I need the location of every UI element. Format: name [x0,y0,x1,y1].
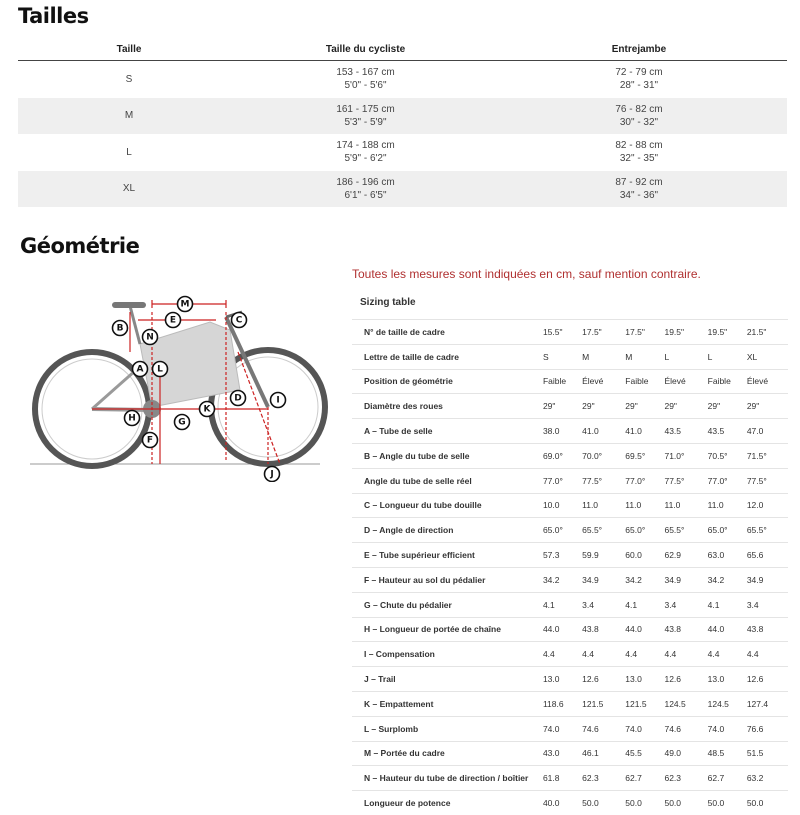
diagram-label-a [133,362,148,377]
rider-height-cm: 174 - 188 cm [336,140,395,152]
geometry-label: B – Angle du tube de selle [364,450,470,461]
geometry-value: 43.8 [746,624,764,635]
geometry-value: 65.0° [542,525,563,536]
geometry-row [352,369,788,394]
rider-height-ft: 5'3" - 5'9" [344,116,387,128]
geometry-value: 50.0 [746,798,764,809]
geometry-value: 29" [746,401,760,412]
geometry-value: 70.5° [707,450,728,461]
geometry-value: 71.0° [664,450,685,461]
geometry-value: 4.4 [664,649,677,660]
geometry-row [352,493,788,518]
geometry-value: Faible [542,376,567,387]
geometry-value: 12.6 [582,674,599,685]
inseam-cm: 87 - 92 cm [615,176,663,188]
geometry-value: 47.0 [746,426,764,437]
rider-height-cm: 153 - 167 cm [336,67,395,79]
geometry-value: 69.5° [625,450,646,461]
header-rider-height: Taille du cycliste [325,43,406,55]
rider-height-cell [240,103,491,129]
geometry-row [352,666,788,691]
geometry-label: Longueur de potence [364,798,451,809]
geometry-value: 3.4 [664,599,677,610]
geometry-value: 124.5 [707,698,729,709]
diagram-label-i [271,393,286,408]
geometry-value: 34.2 [625,574,642,585]
inseam-cm: 72 - 79 cm [615,67,663,79]
geometry-value: 4.4 [746,649,759,660]
geometry-row [352,617,788,642]
geometry-row [352,517,788,542]
geometry-value: 44.0 [707,624,725,635]
geometry-value: 34.2 [542,574,560,585]
geometry-value: 34.9 [664,574,682,585]
geometry-value: 74.0 [542,723,560,734]
geometry-value: 62.7 [707,773,725,784]
geometry-value: 121.5 [625,698,647,709]
geometry-value: 51.5 [746,748,764,759]
geometry-value: 62.7 [625,773,642,784]
geometry-value: 74.0 [625,723,642,734]
diagram-label-g [175,415,190,430]
geometry-value: 59.9 [582,550,599,561]
svg-text:L: L [157,364,163,375]
geometry-value: 65.5° [664,525,685,536]
geometry-value: 65.5° [746,525,767,536]
geometry-value: 69.0° [542,450,563,461]
rider-height-cell [240,139,491,165]
geometry-value: 71.5° [746,450,767,461]
geometry-value: 77.0° [542,475,563,486]
diagram-label-c [232,313,247,328]
geometry-label: Position de géométrie [364,376,453,387]
geometry-value: 46.1 [582,748,599,759]
geometry-value: 13.0 [707,674,725,685]
svg-text:I: I [276,395,280,406]
geometry-label: K – Empattement [364,698,434,709]
geometry-value: 77.0° [707,475,728,486]
size-cell: L [126,146,132,158]
inseam-in: 28" - 31" [619,80,659,92]
rider-height-cell [240,66,491,92]
geometry-label: D – Angle de direction [364,525,454,536]
geometry-label: F – Hauteur au sol du pédalier [364,574,486,585]
geometry-value: 63.0 [707,550,725,561]
svg-text:J: J [270,469,274,480]
geometry-label: I – Compensation [364,649,435,660]
geometry-value: 77.5° [746,475,767,486]
geometry-value: 43.8 [664,624,682,635]
svg-text:F: F [146,435,154,446]
inseam-cell [491,139,787,165]
geometry-value: XL [746,351,758,362]
svg-text:H: H [128,413,136,424]
inseam-cell [491,176,787,202]
geometry-label: L – Surplomb [364,723,419,734]
geometry-table [352,319,788,815]
geometry-value: 50.0 [625,798,642,809]
geometry-value: 70.0° [582,450,603,461]
svg-text:A: A [136,364,144,375]
inseam-cm: 76 - 82 cm [615,103,663,115]
geometry-value: 12.6 [664,674,682,685]
size-row [18,134,787,171]
header-inseam: Entrejambe [611,43,667,55]
diagram-label-l [153,362,168,377]
geometry-value: 76.6 [746,723,764,734]
geometry-label: G – Chute du pédalier [364,599,452,610]
geometry-value: 43.8 [582,624,599,635]
diagram-label-f [143,433,158,448]
svg-text:C: C [235,315,243,326]
geometry-value: 11.0 [664,500,681,511]
geometry-value: 65.5° [582,525,603,536]
geometry-value: 77.5° [582,475,603,486]
geometry-value: Élevé [664,376,686,387]
geometry-label: N – Hauteur du tube de direction / boîtier [364,773,529,784]
inseam-in: 30" - 32" [619,116,659,128]
geometry-value: 62.3 [582,773,599,784]
geometry-value: 19.5" [707,326,728,337]
diagram-label-m [178,297,193,312]
geometry-value: 13.0 [542,674,560,685]
geometry-value: Élevé [582,376,604,387]
geometry-value: 50.0 [582,798,599,809]
geometry-value: 45.5 [625,748,642,759]
geometry-row [352,418,788,443]
geometry-value: 13.0 [625,674,642,685]
geometry-value: 4.4 [542,649,555,660]
geometry-value: 77.0° [625,475,646,486]
geometry-value: 57.3 [542,550,560,561]
geometry-value: 15.5" [542,326,563,337]
geometry-value: Élevé [746,376,769,387]
diagram-label-d [231,391,246,406]
sizes-heading: Tailles [18,4,89,28]
geometry-value: 4.4 [582,649,594,660]
inseam-in: 34" - 36" [619,189,659,201]
geometry-value: 4.4 [707,649,720,660]
geometry-value: 121.5 [582,698,604,709]
geometry-value: 34.9 [746,574,764,585]
geometry-row [352,468,788,493]
geometry-value: 74.6 [582,723,599,734]
geometry-value: S [542,351,549,362]
geometry-value: 3.4 [746,599,759,610]
rider-height-ft: 6'1" - 6'5" [344,189,387,201]
inseam-in: 32" - 35" [619,153,659,165]
geometry-value: 41.0 [582,426,599,437]
diagram-label-j [265,467,280,482]
geometry-value: 49.0 [664,748,682,759]
geometry-value: 62.3 [664,773,682,784]
svg-text:G: G [178,417,186,428]
svg-text:K: K [203,404,211,415]
geometry-value: 11.0 [625,500,642,511]
geometry-value: 62.9 [664,550,682,561]
geometry-value: 4.1 [542,599,555,610]
diagram-label-k [200,402,215,417]
size-row [18,61,787,98]
geometry-value: 12.0 [746,500,764,511]
geometry-value: L [664,351,670,362]
geometry-row [352,790,788,815]
rider-height-cm: 186 - 196 cm [336,176,395,188]
geometry-row [352,542,788,567]
geometry-value: 50.0 [707,798,725,809]
bike-geometry-diagram [30,292,330,482]
geometry-value: 77.5° [664,475,685,486]
geometry-value: 34.9 [582,574,599,585]
geometry-row [352,344,788,369]
geometry-label: M – Portée du cadre [364,748,445,759]
diagram-label-e [166,313,181,328]
geometry-row [352,641,788,666]
geometry-value: 50.0 [664,798,682,809]
geometry-value: 29" [582,401,595,412]
geometry-value: 44.0 [542,624,560,635]
geometry-value: 29" [542,401,556,412]
header-size: Taille [116,43,142,55]
geometry-value: 4.1 [625,599,638,610]
geometry-value: 65.0° [707,525,728,536]
geometry-value: 74.0 [707,723,725,734]
svg-text:M: M [180,299,190,310]
inseam-cell [491,103,787,129]
geometry-value: 38.0 [542,426,560,437]
geometry-label: E – Tube supérieur efficient [364,550,475,561]
measurement-note: Toutes les mesures sont indiquées en cm, sauf mention contraire. [352,267,701,281]
size-cell: S [125,73,133,85]
geometry-value: 65.0° [625,525,646,536]
geometry-value: 21.5" [746,326,767,337]
geometry-value: 43.5 [664,426,682,437]
geometry-label: H – Longueur de portée de chaîne [364,624,501,635]
sizing-table-label: Sizing table [360,297,416,308]
geometry-value: 127.4 [746,698,769,709]
size-cell: XL [122,183,136,195]
rider-height-cm: 161 - 175 cm [336,103,395,115]
size-row [18,171,787,208]
sizes-table-header [18,38,787,61]
geometry-label: Diamètre des roues [364,401,443,412]
geometry-row [352,393,788,418]
rider-height-ft: 5'9" - 6'2" [344,153,387,165]
size-row [18,98,787,135]
geometry-value: 43.5 [707,426,725,437]
diagram-label-b [113,321,128,336]
rider-height-ft: 5'0" - 5'6" [344,80,387,92]
geometry-row [352,443,788,468]
inseam-cell [491,66,787,92]
geometry-row [352,716,788,741]
geometry-value: Faible [707,376,731,387]
size-cell: M [124,110,134,122]
geometry-value: 11.0 [582,500,599,511]
geometry-label: N° de taille de cadre [364,326,445,337]
geometry-label: J – Trail [364,674,396,685]
rider-height-cell [240,176,491,202]
geometry-label: A – Tube de selle [364,426,433,437]
svg-text:N: N [146,332,154,343]
geometry-value: 12.6 [746,674,764,685]
geometry-value: 4.1 [707,599,720,610]
geometry-label: C – Longueur du tube douille [364,500,482,511]
inseam-cm: 82 - 88 cm [615,140,663,152]
geometry-value: 19.5" [664,326,685,337]
geometry-label: Lettre de taille de cadre [364,351,459,362]
geometry-label: Angle du tube de selle réel [364,475,472,486]
geometry-value: 61.8 [542,773,560,784]
geometry-value: 17.5" [582,326,602,337]
geometry-value: 41.0 [625,426,642,437]
geometry-value: Faible [625,376,649,387]
geometry-value: 29" [625,401,638,412]
geometry-value: 17.5" [625,326,645,337]
geometry-value: 48.5 [707,748,725,759]
geometry-row [352,691,788,716]
geometry-heading: Géométrie [20,234,140,258]
geometry-value: 124.5 [664,698,686,709]
diagram-label-h [125,411,140,426]
diagram-label-n [143,330,158,345]
sizes-table [18,38,787,207]
svg-text:B: B [116,323,124,334]
geometry-row [352,319,788,344]
geometry-value: 4.4 [625,649,638,660]
geometry-value: 63.2 [746,773,764,784]
geometry-value: 3.4 [582,599,594,610]
svg-text:D: D [234,393,242,404]
geometry-row [352,741,788,766]
geometry-value: M [625,351,633,362]
geometry-value: 10.0 [542,500,560,511]
geometry-value: 44.0 [625,624,642,635]
svg-text:E: E [169,315,177,326]
geometry-value: 29" [664,401,677,412]
geometry-value: M [582,351,590,362]
geometry-value: L [707,351,713,362]
geometry-value: 29" [707,401,721,412]
geometry-value: 11.0 [707,500,724,511]
geometry-row [352,592,788,617]
geometry-value: 65.6 [746,550,764,561]
geometry-value: 118.6 [542,698,564,709]
geometry-value: 74.6 [664,723,682,734]
geometry-value: 40.0 [542,798,560,809]
geometry-row [352,765,788,790]
geometry-value: 60.0 [625,550,642,561]
geometry-value: 34.2 [707,574,725,585]
geometry-row [352,567,788,592]
geometry-value: 43.0 [542,748,560,759]
